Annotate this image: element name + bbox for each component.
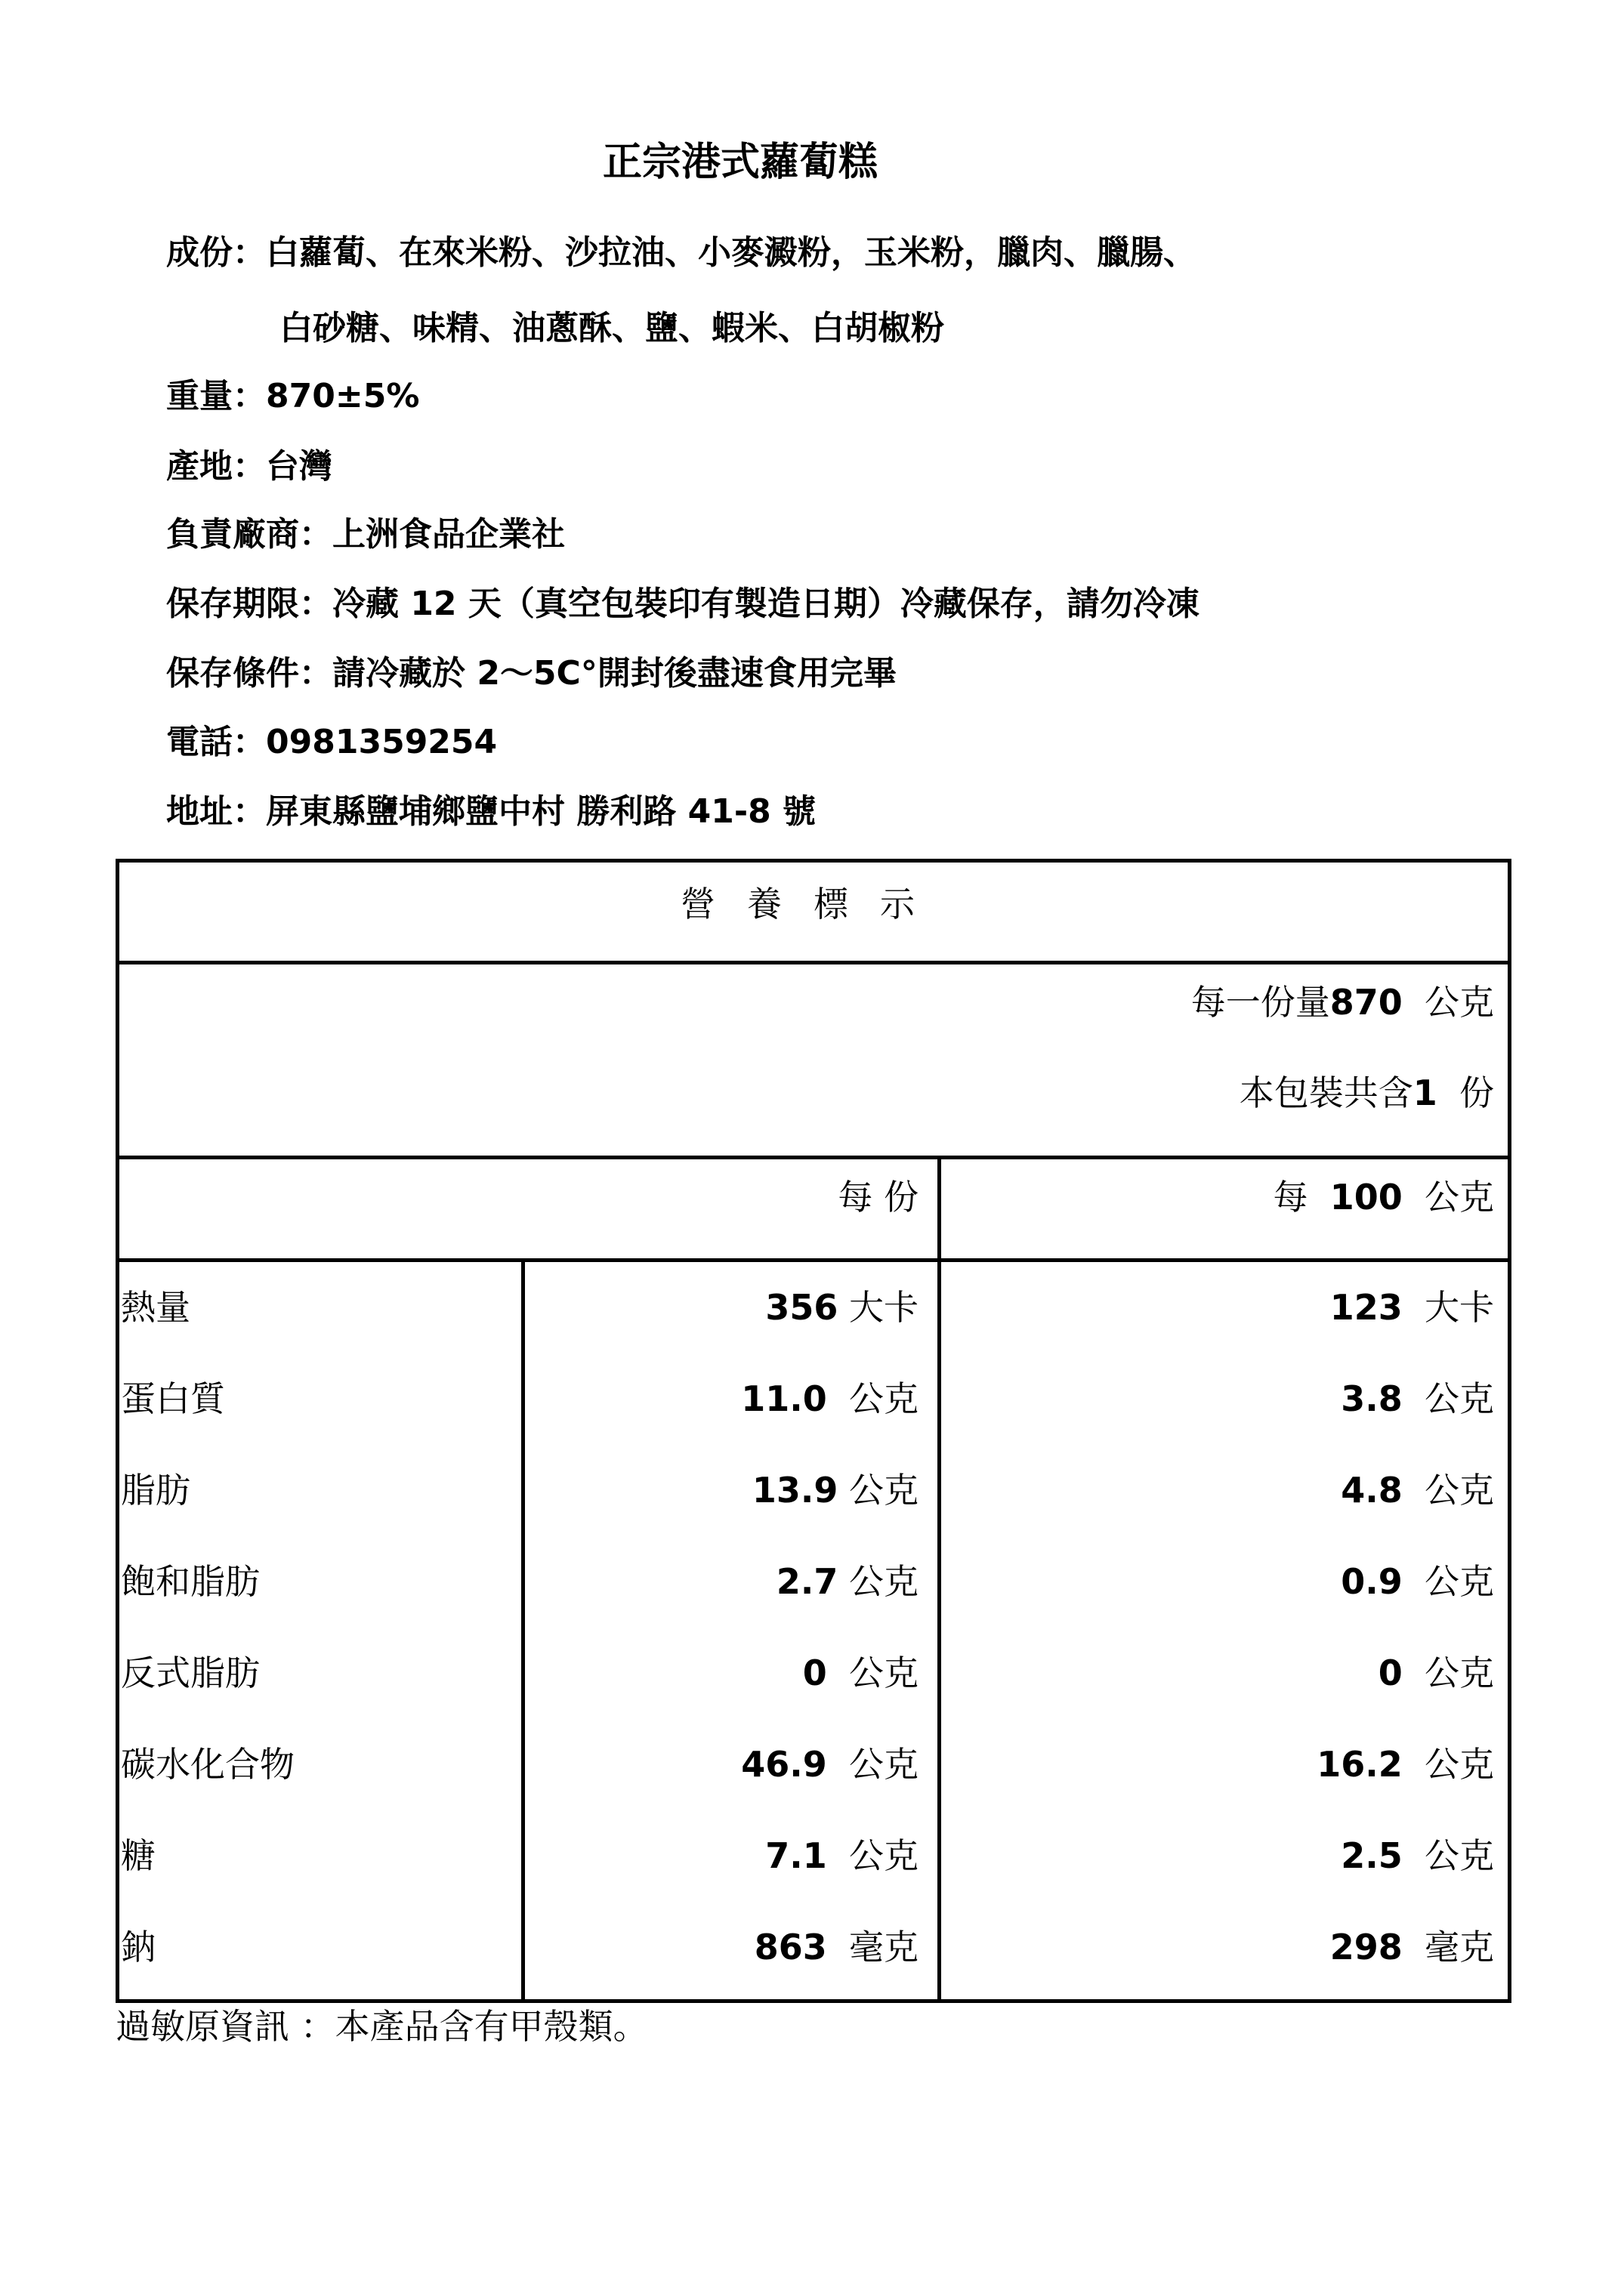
table-row (119, 1719, 1508, 1810)
per-100-value: 3.8 公克 (1341, 1378, 1494, 1419)
servings-amount: 1 (1413, 1072, 1437, 1113)
per-serving-value: 0 公克 (802, 1653, 919, 1693)
per-100-value: 123 大卡 (1329, 1287, 1494, 1328)
info-shelf-life (166, 578, 1199, 631)
serving-size-prefix: 每一份量 (1190, 982, 1330, 1023)
column-header-per-100 (1273, 1171, 1494, 1224)
info-manufacturer (166, 508, 565, 561)
info-label: 電話： (166, 723, 266, 761)
table-row (119, 1902, 1508, 1993)
table-row (119, 1262, 1508, 1353)
per-100-value: 4.8 公克 (1341, 1470, 1494, 1511)
nutrition-title: 營養標示 (681, 884, 946, 924)
per-100-value: 0.9 公克 (1341, 1561, 1494, 1602)
nutrient-name: 糖 (121, 1835, 156, 1876)
info-value: 屏東縣鹽埔鄉鹽中村 勝利路 41-8 號 (266, 792, 817, 831)
nutrition-table (116, 859, 1511, 2003)
info-phone (166, 716, 497, 769)
nutrient-name: 蛋白質 (121, 1378, 225, 1419)
nutrient-name: 熱量 (121, 1287, 190, 1328)
per-100-value: 298 毫克 (1329, 1927, 1494, 1967)
nutrient-name: 脂肪 (121, 1470, 190, 1511)
info-value: 白砂糖、味精、油蔥酥、鹽、蝦米、白胡椒粉 (279, 309, 944, 347)
info-value: 870±5% (266, 377, 420, 415)
info-value: 上洲食品企業社 (332, 515, 565, 554)
info-value: 請冷藏於 2～5C°開封後盡速食用完畢 (332, 654, 897, 693)
info-label: 負責廠商： (166, 515, 332, 554)
serving-size-amount: 870 (1329, 982, 1403, 1023)
nutrient-name: 鈉 (121, 1927, 156, 1967)
servings-prefix: 本包裝共含 (1239, 1072, 1413, 1113)
per-100-value: 2.5 公克 (1341, 1835, 1494, 1876)
col-100-prefix: 每 (1273, 1177, 1308, 1217)
table-row (119, 1810, 1508, 1902)
col-100-amount: 100 (1329, 1177, 1403, 1217)
info-weight (166, 370, 419, 423)
info-address (166, 785, 816, 838)
column-header-per-serving: 每 份 (838, 1177, 919, 1217)
table-row (119, 1628, 1508, 1719)
info-value: 0981359254 (266, 723, 498, 761)
nutrient-name: 碳水化合物 (121, 1744, 295, 1785)
info-label: 產地： (166, 447, 266, 486)
table-row (119, 1445, 1508, 1536)
col-100-unit: 公克 (1425, 1177, 1494, 1217)
info-value: 台灣 (266, 447, 332, 486)
per-serving-value: 13.9 公克 (752, 1470, 919, 1511)
info-label: 重量： (166, 377, 266, 415)
per-serving-value: 7.1 公克 (765, 1835, 919, 1876)
serving-size-unit: 公克 (1425, 982, 1494, 1023)
nutrient-name: 飽和脂肪 (121, 1561, 260, 1602)
servings-unit: 份 (1459, 1072, 1494, 1113)
per-serving-value: 863 毫克 (754, 1927, 919, 1967)
table-divider (119, 1156, 1508, 1159)
info-label: 成份： (166, 233, 266, 272)
table-row (119, 1536, 1508, 1628)
per-serving-value: 2.7 公克 (776, 1561, 919, 1602)
info-storage (166, 647, 897, 700)
page-title: 正宗港式蘿蔔糕 (602, 140, 878, 185)
info-value: 冷藏 12 天（真空包裝印有製造日期）冷藏保存，請勿冷凍 (332, 585, 1199, 623)
nutrient-name: 反式脂肪 (121, 1653, 260, 1693)
allergen-info: 過敏原資訊 ：本產品含有甲殼類。 (116, 2006, 648, 2047)
info-label: 地址： (166, 792, 266, 831)
info-label: 保存條件： (166, 654, 332, 693)
table-divider (119, 961, 1508, 964)
per-100-value: 16.2 公克 (1317, 1744, 1494, 1785)
per-serving-value: 46.9 公克 (741, 1744, 919, 1785)
servings-per-package (1240, 1066, 1494, 1119)
info-ingredients (166, 227, 1196, 279)
serving-size (1191, 976, 1494, 1029)
table-row (119, 1353, 1508, 1445)
per-serving-value: 11.0 公克 (741, 1378, 919, 1419)
info-value: 白蘿蔔、在來米粉、沙拉油、小麥澱粉，玉米粉，臘肉、臘腸、 (266, 233, 1196, 272)
per-100-value: 0 公克 (1378, 1653, 1494, 1693)
info-origin (166, 440, 332, 493)
info-label: 保存期限： (166, 585, 332, 623)
per-serving-value: 356 大卡 (765, 1287, 919, 1328)
info-ingredients-cont (279, 302, 944, 355)
